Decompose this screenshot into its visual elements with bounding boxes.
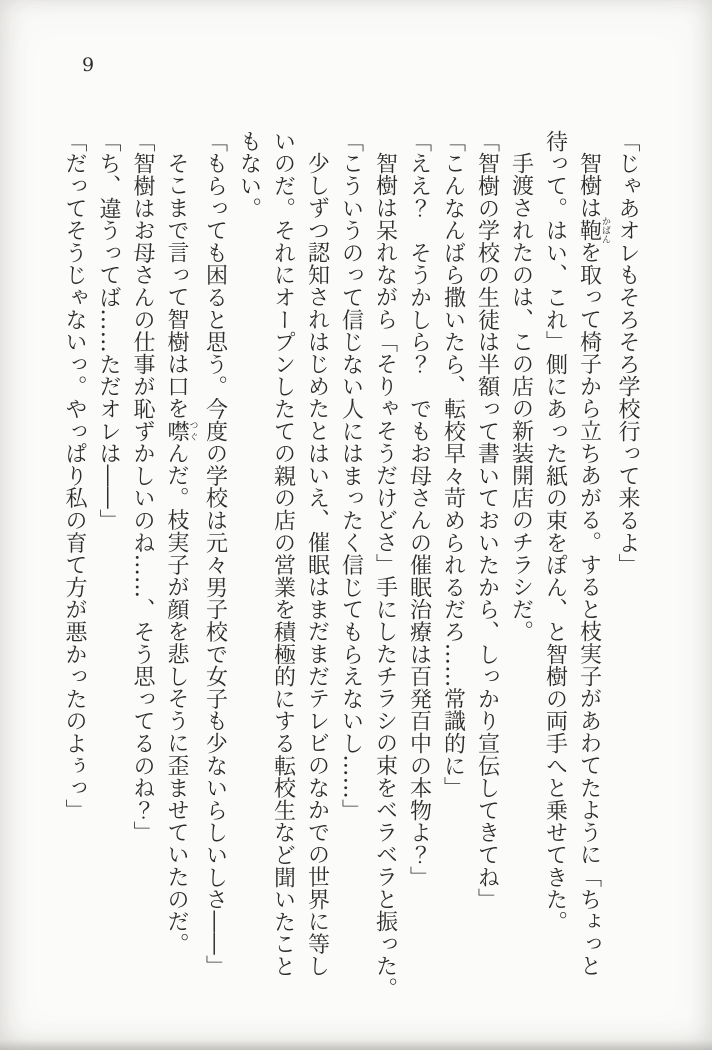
text-line: 「こういうのって信じない人にはまったく信じてもらえないし……」 bbox=[338, 130, 364, 822]
text-line: 「ち、違うってば……ただオレは――」 bbox=[96, 130, 121, 532]
text-line: 「ええ？ そうかしら？ でもお母さんの催眠治療は百発百中の本物よ？」 bbox=[406, 130, 432, 889]
text-line: 智樹は呆れながら「そりゃそうだけどさ」手にしたチラシの束をベラベラと振った。 bbox=[372, 152, 398, 1000]
text-line: 「じゃあオレもそろそろ学校行って来るよ」 bbox=[615, 130, 640, 576]
text-line: 待って。はい、これ」側にあった紙の束をぽん、と智樹の両手へと乗せてきた。 bbox=[542, 130, 568, 933]
furigana-annotation: 噤つぐ bbox=[164, 419, 198, 442]
page-number: 9 bbox=[82, 54, 95, 76]
text-line: 「もらっても困ると思う。今度の学校は元々男子校で女子も少ないらしいしさ――」 bbox=[202, 130, 228, 978]
text-line: いのだ。それにオープンしたての親の店の営業を積極的にする転校生など聞いたこと bbox=[270, 130, 296, 978]
text-line: もない。 bbox=[236, 130, 262, 220]
text-line: 「こんなんばら撒いたら、転校早々苛められるだろ……常識的に」 bbox=[440, 130, 466, 799]
text-block bbox=[57, 130, 644, 1014]
text-line: 少しずつ認知されはじめたとはいえ、催眠はまだまだテレビのなかでの世界に等し bbox=[304, 152, 330, 978]
text-line: 手渡されたのは、この店の新装開店のチラシだ。 bbox=[508, 152, 534, 643]
text-line: そこまで言って智樹は口を噤つぐんだ。枝実子が顔を悲しそうに歪ませていたのだ。 bbox=[164, 152, 198, 955]
text-line: 「智樹の学校の生徒は半額って書いておいたから、しっかり宣伝してきてね」 bbox=[474, 130, 500, 911]
text-line: 「だってそうじゃないっ。やっぱり私の育て方が悪かったのよぅっ」 bbox=[62, 130, 87, 822]
furigana-annotation: 鞄かばん bbox=[576, 216, 610, 244]
text-line: 「智樹はお母さんの仕事が恥ずかしいのね……、そう思ってるのね？」 bbox=[130, 130, 155, 844]
text-line: 智樹は鞄かばんを取って椅子から立ちあがる。すると枝実子があわてたように「ちょっと bbox=[576, 152, 610, 978]
